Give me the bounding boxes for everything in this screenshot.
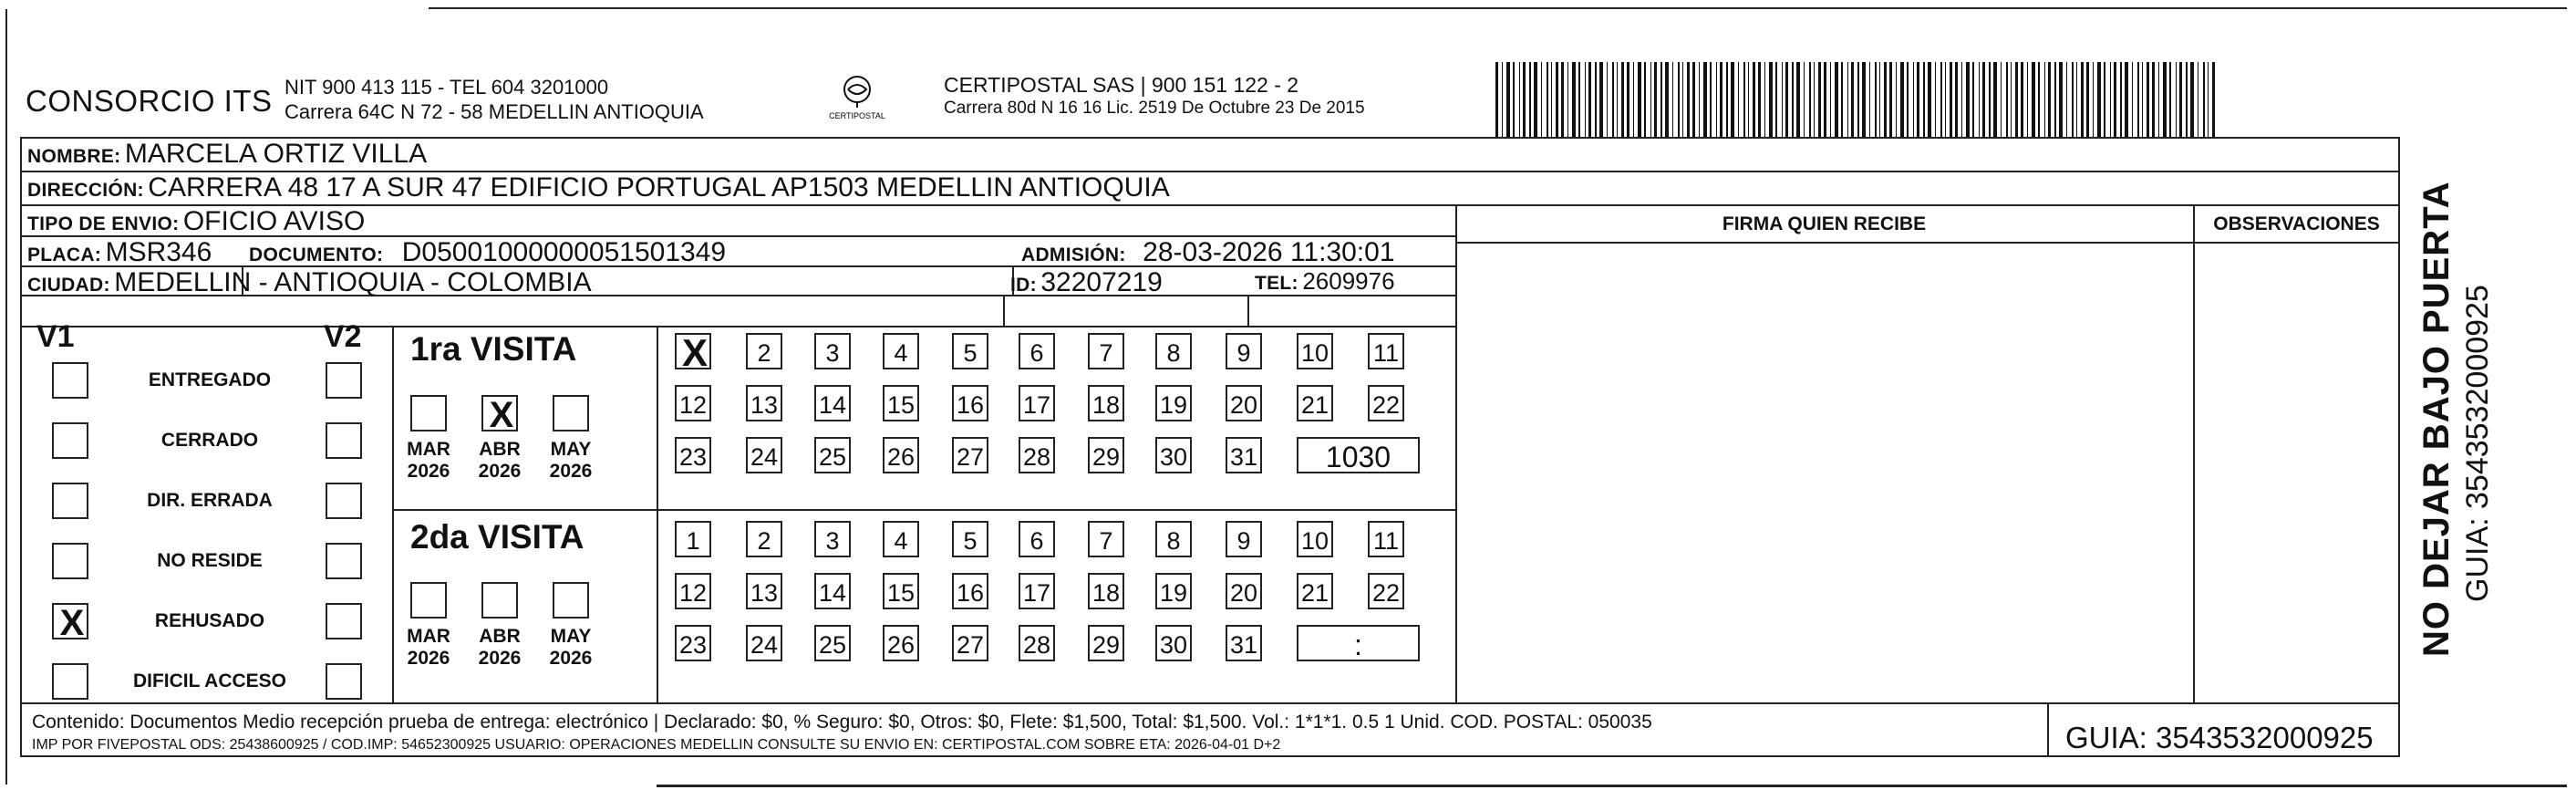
v2-state-checkbox[interactable]: [326, 543, 362, 579]
check-mark: [327, 605, 364, 641]
v2-header: V2: [324, 319, 362, 354]
month-checkbox[interactable]: [553, 395, 589, 431]
v2-state-checkbox[interactable]: [326, 362, 362, 399]
day-checkbox[interactable]: [1019, 385, 1055, 421]
id-value: 32207219: [1040, 267, 1163, 297]
day-checkbox[interactable]: [1297, 521, 1333, 557]
day-number: 9: [1236, 339, 1251, 367]
bottom-rule: [657, 785, 2567, 787]
day-checkbox[interactable]: [1368, 573, 1404, 609]
day-checkbox[interactable]: [952, 385, 988, 421]
address-label: DIRECCIÓN:: [27, 180, 144, 201]
document-label: DOCUMENTO:: [249, 244, 384, 265]
month-year: 2026: [549, 461, 593, 482]
side-guia: GUIA: 3543532000925: [2460, 285, 2495, 602]
time-field[interactable]: 1030: [1297, 437, 1420, 473]
day-number: 3: [825, 527, 840, 555]
day-number: 31: [1229, 631, 1258, 659]
day-number: 12: [678, 579, 708, 607]
day-number: 12: [678, 391, 708, 419]
check-mark: [483, 584, 520, 620]
month-name: MAY: [550, 626, 592, 647]
check-mark: [54, 424, 90, 461]
state-label: DIFICIL ACCESO: [132, 670, 286, 691]
day-checkbox[interactable]: [1155, 573, 1192, 609]
day-number: 10: [1300, 527, 1329, 555]
day-checkbox[interactable]: [1019, 333, 1055, 369]
day-number: 14: [818, 579, 847, 607]
month-checkbox[interactable]: [553, 582, 589, 618]
day-number: 8: [1166, 339, 1181, 367]
day-number: 6: [1029, 527, 1044, 555]
day-checkbox[interactable]: [1155, 437, 1192, 473]
plate-label: PLACA:: [27, 244, 102, 265]
day-number: 15: [886, 579, 916, 607]
admission-field: [1021, 237, 1395, 268]
city-field: [27, 267, 592, 298]
day-checkbox[interactable]: [675, 331, 711, 374]
day-number: 9: [1236, 527, 1251, 555]
month-name: ABR: [479, 626, 521, 647]
day-number: 6: [1029, 339, 1044, 367]
logo-caption: CERTIPOSTAL: [829, 111, 885, 120]
v2-state-checkbox[interactable]: [326, 603, 362, 639]
admission-label: ADMISIÓN:: [1021, 244, 1126, 265]
month-checkbox[interactable]: [410, 395, 447, 431]
day-number: 21: [1300, 391, 1329, 419]
day-checkbox[interactable]: [1297, 333, 1333, 369]
day-number: 7: [1099, 527, 1113, 555]
v1-state-checkbox[interactable]: [52, 543, 88, 579]
day-checkbox[interactable]: [675, 573, 711, 609]
day-checkbox[interactable]: [1226, 385, 1262, 421]
day-number: 4: [894, 339, 908, 367]
day-checkbox[interactable]: [814, 625, 851, 661]
visit1-title: 1ra VISITA: [410, 330, 577, 368]
certipostal-license: Carrera 80d N 16 16 Lic. 2519 De Octubre 23 De 2015: [944, 99, 1365, 118]
day-checkbox[interactable]: [1226, 625, 1262, 661]
document-value: D05001000000051501349: [401, 237, 727, 267]
v2-state-checkbox[interactable]: [326, 663, 362, 700]
company-address: Carrera 64C N 72 - 58 MEDELLIN ANTIOQUIA: [284, 100, 704, 123]
day-number: 24: [750, 631, 779, 659]
day-checkbox[interactable]: [952, 333, 988, 369]
day-checkbox[interactable]: [1297, 573, 1333, 609]
day-checkbox[interactable]: [952, 573, 988, 609]
day-number: 21: [1300, 579, 1329, 607]
month-label: [472, 439, 527, 483]
day-number: 27: [956, 443, 985, 471]
month-year: 2026: [407, 461, 450, 482]
day-number: 30: [1159, 631, 1188, 659]
day-checkbox[interactable]: [883, 437, 919, 473]
day-checkbox[interactable]: [1368, 385, 1404, 421]
day-number: 18: [1091, 391, 1121, 419]
address-row: [27, 172, 1170, 203]
day-checkbox[interactable]: [746, 521, 782, 557]
day-checkbox[interactable]: [814, 573, 851, 609]
state-label: NO RESIDE: [157, 550, 263, 571]
month-label: [401, 439, 456, 483]
check-mark: [54, 665, 90, 702]
day-checkbox[interactable]: [1226, 437, 1262, 473]
check-mark: X: [59, 603, 85, 643]
barcode: [1495, 62, 2216, 137]
day-checkbox[interactable]: [675, 521, 711, 557]
month-label: [543, 439, 598, 483]
day-checkbox[interactable]: [814, 385, 851, 421]
month-year: 2026: [549, 648, 593, 669]
day-number: 30: [1159, 443, 1188, 471]
side-warning: NO DEJAR BAJO PUERTA: [2416, 181, 2457, 657]
day-number: 16: [956, 391, 985, 419]
day-checkbox[interactable]: [1155, 333, 1192, 369]
day-number: 14: [818, 391, 847, 419]
check-mark: [412, 397, 449, 433]
city-label: CIUDAD:: [27, 275, 110, 296]
company-nit: NIT 900 413 115 - TEL 604 3201000: [284, 76, 609, 99]
day-checkbox[interactable]: [746, 625, 782, 661]
top-rule: [429, 7, 2567, 9]
month-name: MAR: [407, 439, 450, 460]
day-number: 28: [1022, 443, 1051, 471]
v1-state-checkbox[interactable]: [52, 603, 88, 643]
day-number: 1: [686, 527, 700, 555]
check-mark: [54, 545, 90, 581]
v1-state-checkbox[interactable]: [52, 663, 88, 700]
v2-state-checkbox[interactable]: [326, 422, 362, 459]
month-checkbox[interactable]: [410, 582, 447, 618]
day-checkbox[interactable]: [883, 385, 919, 421]
day-number: 11: [1372, 527, 1400, 555]
day-checkbox[interactable]: [1019, 625, 1055, 661]
name-row: [27, 139, 427, 170]
day-number: 13: [750, 391, 779, 419]
day-number: 22: [1371, 391, 1401, 419]
day-number: 2: [757, 527, 771, 555]
day-checkbox[interactable]: [675, 437, 711, 473]
certipostal-logo: [821, 71, 894, 126]
day-number: 17: [1022, 391, 1051, 419]
day-number: 19: [1159, 579, 1188, 607]
day-number: 23: [678, 443, 708, 471]
v1-state-checkbox[interactable]: [52, 483, 88, 519]
document-field: [249, 237, 726, 268]
day-checkbox[interactable]: [675, 625, 711, 661]
day-number: 10: [1300, 339, 1329, 367]
day-number: 19: [1159, 391, 1188, 419]
day-number: 20: [1229, 579, 1258, 607]
day-number: 2: [757, 339, 771, 367]
footer-contents: Contenido: Documentos Medio recepción prueba de entrega: electrónico | Declarado: $0, % Seguro: $0, Otros: $0, Flete: $1,500, Total: $1,500. Vol.: 1*1*1. 0.5 1 Unid. COD. POSTAL: 050035: [32, 712, 1652, 733]
check-mark: [54, 364, 90, 400]
month-checkbox[interactable]: [481, 395, 518, 435]
observations-label: OBSERVACIONES: [2213, 213, 2380, 234]
day-checkbox[interactable]: [883, 521, 919, 557]
day-number: 3: [825, 339, 840, 367]
day-number: 5: [963, 527, 978, 555]
month-name: ABR: [479, 439, 521, 460]
day-number: 26: [886, 631, 916, 659]
id-field: [1010, 267, 1163, 298]
tel-field: [1255, 267, 1395, 296]
day-checkbox[interactable]: [883, 573, 919, 609]
day-checkbox[interactable]: [1088, 437, 1124, 473]
day-checkbox[interactable]: [1155, 385, 1192, 421]
signature-label: FIRMA QUIEN RECIBE: [1722, 213, 1927, 234]
day-number: 8: [1166, 527, 1181, 555]
state-label: ENTREGADO: [148, 369, 272, 390]
day-checkbox[interactable]: [814, 437, 851, 473]
v1-state-checkbox[interactable]: [52, 422, 88, 459]
id-label: ID:: [1010, 275, 1037, 296]
check-mark: [327, 665, 364, 702]
check-mark: [554, 584, 591, 620]
month-label: [472, 626, 527, 670]
type-value: OFICIO AVISO: [182, 206, 366, 236]
company-name: CONSORCIO ITS: [26, 84, 273, 118]
day-checkbox[interactable]: [1088, 333, 1124, 369]
day-number: 25: [818, 631, 847, 659]
day-number: 13: [750, 579, 779, 607]
day-number: 24: [750, 443, 779, 471]
day-number: 17: [1022, 579, 1051, 607]
day-checkbox[interactable]: [1088, 521, 1124, 557]
tel-label: TEL:: [1255, 273, 1298, 294]
day-number: 5: [963, 339, 978, 367]
name-label: NOMBRE:: [27, 146, 121, 167]
day-number: 26: [886, 443, 916, 471]
day-checkbox[interactable]: [1226, 333, 1262, 369]
state-label: REHUSADO: [154, 610, 265, 631]
day-checkbox[interactable]: [1019, 521, 1055, 557]
day-number: 11: [1372, 339, 1400, 367]
month-checkbox[interactable]: [481, 582, 518, 618]
day-number: 23: [678, 631, 708, 659]
check-mark: [327, 484, 364, 521]
day-checkbox[interactable]: [814, 333, 851, 369]
check-mark: [327, 364, 364, 400]
day-checkbox[interactable]: [1019, 573, 1055, 609]
check-mark: [554, 397, 591, 433]
day-number: 28: [1022, 631, 1051, 659]
state-label: CERRADO: [160, 430, 259, 451]
state-label: DIR. ERRADA: [147, 490, 273, 511]
tel-value: 2609976: [1302, 267, 1395, 295]
day-checkbox[interactable]: [1297, 385, 1333, 421]
day-checkbox[interactable]: [814, 521, 851, 557]
plate-field: [27, 237, 212, 268]
day-checkbox[interactable]: [746, 437, 782, 473]
day-number: 18: [1091, 579, 1121, 607]
plate-value: MSR346: [105, 237, 212, 267]
day-checkbox[interactable]: [952, 521, 988, 557]
day-checkbox[interactable]: [883, 333, 919, 369]
certipostal-info: [944, 73, 1365, 120]
footer-guia: GUIA: 3543532000925: [2065, 721, 2374, 754]
day-checkbox[interactable]: [1226, 521, 1262, 557]
day-checkbox[interactable]: [952, 437, 988, 473]
day-checkbox[interactable]: [1368, 333, 1404, 369]
day-number: 25: [818, 443, 847, 471]
left-rule: [5, 9, 7, 785]
type-row: [27, 206, 365, 237]
day-number: 31: [1229, 443, 1258, 471]
check-mark: [412, 584, 449, 620]
day-number: 22: [1371, 579, 1401, 607]
day-number: 27: [956, 631, 985, 659]
city-value: MEDELLIN - ANTIOQUIA - COLOMBIA: [114, 267, 592, 297]
address-value: CARRERA 48 17 A SUR 47 EDIFICIO PORTUGAL AP1503 MEDELLIN ANTIOQUIA: [148, 172, 1170, 203]
month-year: 2026: [478, 461, 522, 482]
observations-area[interactable]: [2197, 244, 2397, 701]
day-number: 16: [956, 579, 985, 607]
admission-value: 28-03-2026 11:30:01: [1143, 237, 1395, 267]
month-label: [543, 626, 598, 670]
check-mark: X: [681, 331, 708, 374]
day-checkbox[interactable]: [1088, 625, 1124, 661]
day-number: 4: [894, 527, 908, 555]
day-checkbox[interactable]: [675, 385, 711, 421]
day-checkbox[interactable]: [1088, 573, 1124, 609]
day-checkbox[interactable]: [1088, 385, 1124, 421]
v1-state-checkbox[interactable]: [52, 362, 88, 399]
day-checkbox[interactable]: [746, 333, 782, 369]
day-number: 29: [1091, 443, 1121, 471]
day-checkbox[interactable]: [883, 625, 919, 661]
month-label: [401, 626, 456, 670]
day-checkbox[interactable]: [1226, 573, 1262, 609]
company-info: [284, 75, 704, 124]
time-field[interactable]: :: [1297, 625, 1420, 661]
type-label: TIPO DE ENVIO:: [27, 213, 180, 234]
check-mark: [54, 484, 90, 521]
day-number: 15: [886, 391, 916, 419]
certipostal-nit: CERTIPOSTAL SAS | 900 151 122 - 2: [944, 73, 1299, 97]
day-checkbox[interactable]: [1155, 625, 1192, 661]
check-mark: [327, 424, 364, 461]
signature-area[interactable]: [1459, 244, 2190, 701]
day-checkbox[interactable]: [1368, 521, 1404, 557]
month-year: 2026: [478, 648, 522, 669]
day-checkbox[interactable]: [746, 573, 782, 609]
name-value: MARCELA ORTIZ VILLA: [124, 139, 428, 169]
v1-header: V1: [36, 319, 75, 354]
day-number: 20: [1229, 391, 1258, 419]
day-checkbox[interactable]: [746, 385, 782, 421]
visit2-title: 2da VISITA: [410, 518, 585, 556]
check-mark: [327, 545, 364, 581]
footer-print-info: IMP POR FIVEPOSTAL ODS: 25438600925 / COD.IMP: 54652300925 USUARIO: OPERACIONES MEDELLIN CONSULTE SU ENVIO EN: CERTIPOSTAL.COM SOBRE ETA: 2026-04-01 D+2: [32, 737, 1281, 753]
day-checkbox[interactable]: [1019, 437, 1055, 473]
day-number: 29: [1091, 631, 1121, 659]
day-checkbox[interactable]: [952, 625, 988, 661]
day-number: 7: [1099, 339, 1113, 367]
month-name: MAR: [407, 626, 450, 647]
v2-state-checkbox[interactable]: [326, 483, 362, 519]
month-name: MAY: [550, 439, 592, 460]
month-year: 2026: [407, 648, 450, 669]
check-mark: X: [489, 395, 514, 435]
day-checkbox[interactable]: [1155, 521, 1192, 557]
